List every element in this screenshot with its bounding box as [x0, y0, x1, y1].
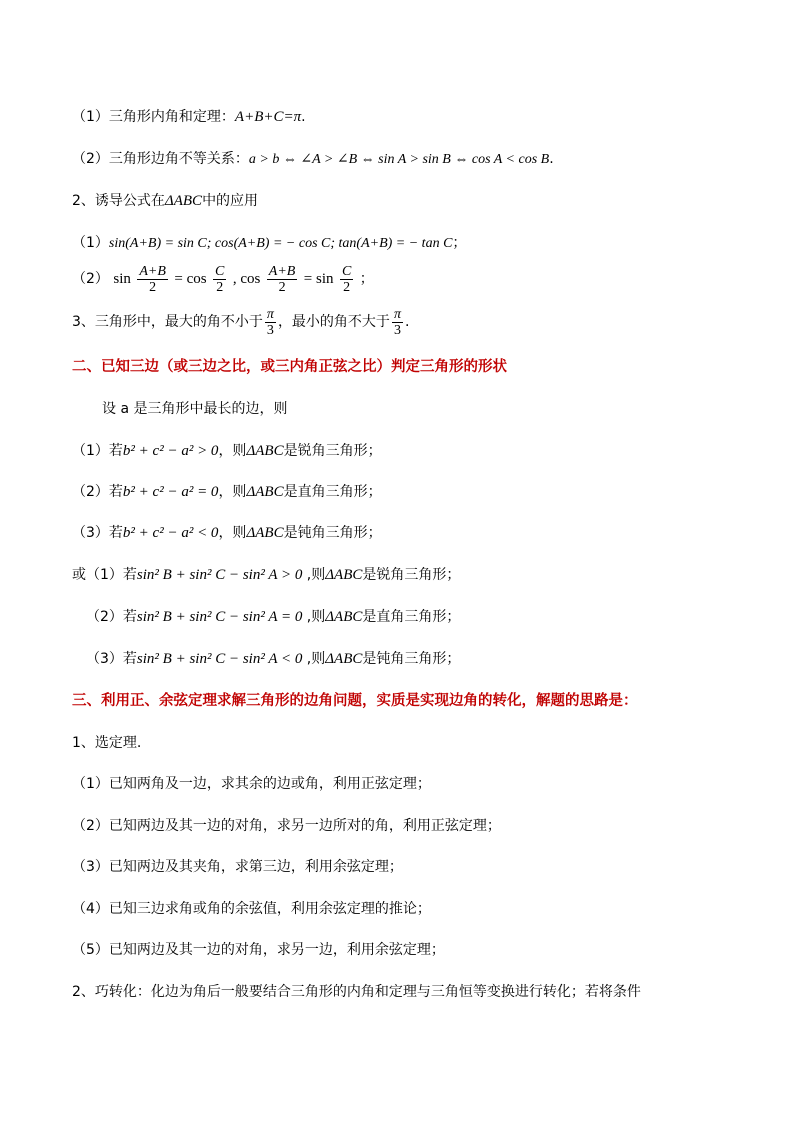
- numerator: π: [266, 306, 274, 322]
- theorem-case-3: （3）已知两边及其夹角，求第三边，利用余弦定理；: [72, 859, 403, 875]
- sine-obtuse-condition-line: [86, 649, 460, 669]
- fraction: [392, 307, 403, 338]
- triangle-symbol: ΔABC: [246, 525, 284, 541]
- triangle-symbol: ΔABC: [164, 193, 203, 209]
- denominator: 2: [343, 279, 351, 295]
- fraction: [213, 264, 226, 295]
- fraction: [340, 264, 353, 295]
- triangle-symbol: ΔABC: [325, 567, 363, 583]
- formula: b² + c² − a² > 0: [122, 443, 219, 459]
- fraction: [137, 264, 168, 295]
- fraction: [267, 264, 298, 295]
- numerator: C: [341, 263, 352, 279]
- triangle-symbol: ΔABC: [246, 443, 284, 459]
- section-heading-2: 二、已知三边（或三边之比，或三内角正弦之比）判定三角形的形状: [72, 359, 507, 375]
- induction-formula-heading: [72, 191, 258, 211]
- item-label: （2）: [72, 271, 109, 287]
- select-theorem-line: 1、选定理.: [72, 735, 142, 751]
- induction-formula-1: [72, 233, 466, 254]
- item-label: （3）若: [86, 651, 137, 667]
- item-label: （3）若: [72, 525, 123, 541]
- text: 中的应用: [202, 193, 259, 209]
- function-name: sin: [113, 271, 131, 287]
- text: ,则: [302, 567, 326, 583]
- denominator: 2: [149, 279, 157, 295]
- text: ,则: [302, 651, 326, 667]
- text: 是直角三角形；: [283, 484, 382, 500]
- theorem-case-1: （1）已知两角及一边，求其余的边或角，利用正弦定理；: [72, 776, 431, 792]
- max-min-angle-line: [72, 305, 409, 339]
- numerator: A+B: [268, 263, 296, 279]
- formula: a > b ⇔ ∠A > ∠B ⇔ sin A > sin B ⇔ cos A < cos B: [248, 152, 550, 167]
- item-label: （1）: [72, 235, 109, 251]
- punctuation: .: [549, 151, 554, 167]
- formula: sin(A+B) = sin C; cos(A+B) = − cos C; tan(A+B) = − tan C: [108, 236, 453, 251]
- obtuse-condition-line: [72, 523, 382, 543]
- theorem-case-4: （4）已知三边求角或角的余弦值，利用余弦定理的推论；: [72, 901, 431, 917]
- numerator: π: [393, 306, 401, 322]
- fraction: [265, 307, 276, 338]
- text: 2、诱导公式在: [72, 193, 165, 209]
- assumption-line: 设 a 是三角形中最长的边，则: [102, 401, 288, 417]
- section-heading-3: 三、利用正、余弦定理求解三角形的边角问题，实质是实现边角的转化，解题的思路是：: [72, 693, 638, 709]
- formula: b² + c² − a² = 0: [122, 484, 219, 500]
- formula: b² + c² − a² < 0: [122, 525, 219, 541]
- text: ，则: [218, 525, 247, 541]
- item-label: （1）若: [72, 443, 123, 459]
- induction-formula-2: [72, 262, 374, 296]
- formula: A+B+C=π: [234, 109, 302, 125]
- triangle-symbol: ΔABC: [246, 484, 284, 500]
- function-name: = cos: [174, 271, 207, 287]
- right-condition-line: [72, 482, 382, 502]
- numerator: A+B: [139, 263, 166, 279]
- conversion-tip-line: 2、巧转化：化边为角后一般要结合三角形的内角和定理与三角恒等变换进行转化；若将条件: [72, 984, 641, 1000]
- text: 是钝角三角形；: [362, 651, 461, 667]
- punctuation: ；: [359, 271, 374, 287]
- function-name: , cos: [232, 271, 261, 287]
- item-label: （2）若: [86, 609, 137, 625]
- text: ，最小的角不大于: [277, 314, 390, 330]
- side-angle-inequality-line: [72, 149, 554, 170]
- formula: sin² B + sin² C − sin² A < 0: [136, 651, 303, 667]
- text: 3、三角形中，最大的角不小于: [72, 314, 263, 330]
- text: ，则: [218, 484, 247, 500]
- denominator: 2: [278, 279, 286, 295]
- text: 是钝角三角形；: [283, 525, 382, 541]
- text: 是锐角三角形；: [283, 443, 382, 459]
- text: 是直角三角形；: [362, 609, 461, 625]
- item-label: （2）若: [72, 484, 123, 500]
- formula: sin² B + sin² C − sin² A = 0: [136, 609, 303, 625]
- triangle-symbol: ΔABC: [325, 609, 363, 625]
- punctuation: .: [301, 109, 306, 125]
- text: ,则: [302, 609, 326, 625]
- function-name: = sin: [303, 271, 334, 287]
- text: 是锐角三角形；: [362, 567, 461, 583]
- item-label: 或（1）若: [72, 567, 137, 583]
- numerator: C: [215, 263, 225, 279]
- item-label: （1）三角形内角和定理：: [72, 109, 235, 125]
- punctuation: ；: [452, 235, 467, 251]
- sine-right-condition-line: [86, 607, 460, 627]
- sine-acute-condition-line: [72, 565, 460, 585]
- item-label: （2）三角形边角不等关系：: [72, 151, 249, 167]
- theorem-case-2: （2）已知两边及其一边的对角，求另一边所对的角，利用正弦定理；: [72, 818, 501, 834]
- triangle-symbol: ΔABC: [325, 651, 363, 667]
- denominator: 2: [216, 279, 224, 295]
- punctuation: .: [404, 314, 410, 330]
- text: ，则: [218, 443, 247, 459]
- denominator: 3: [393, 322, 401, 338]
- triangle-angle-sum-line: [72, 107, 306, 127]
- formula: sin² B + sin² C − sin² A > 0: [136, 567, 303, 583]
- acute-condition-line: [72, 441, 382, 461]
- denominator: 3: [266, 322, 274, 338]
- theorem-case-5: （5）已知两边及其一边的对角，求另一边，利用余弦定理；: [72, 942, 445, 958]
